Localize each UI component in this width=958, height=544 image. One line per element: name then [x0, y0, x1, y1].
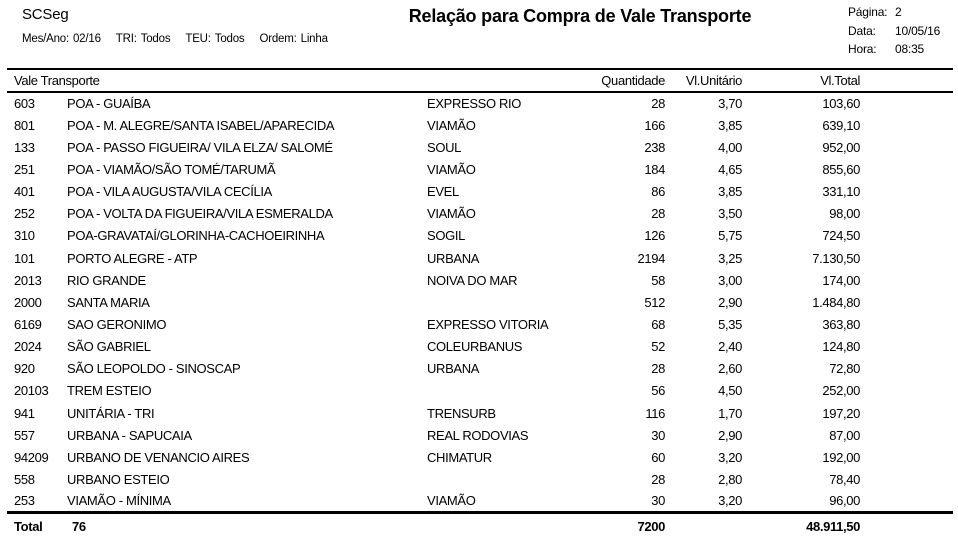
cell-company: VIAMÃO: [427, 493, 476, 509]
column-header-filler: [862, 69, 953, 92]
cell-quantity: 28: [651, 471, 666, 487]
cell-company: [422, 380, 575, 402]
column-header-vale-transporte: Vale Transporte: [7, 69, 575, 92]
cell-company: [422, 291, 575, 313]
cell-code: 133: [14, 139, 35, 155]
cell-total-value: 252,00: [822, 383, 861, 399]
cell-company: TRENSURB: [427, 405, 496, 421]
table-row: [7, 336, 953, 358]
total-row: [7, 513, 953, 539]
report-header: [0, 0, 958, 68]
table-row: [7, 358, 953, 380]
cell-description: POA-GRAVATAÍ/GLORINHA-CACHOEIRINHA: [67, 228, 325, 244]
cell-company: [422, 468, 575, 490]
total-quantity: 7200: [575, 513, 666, 539]
cell-total-value: 96,00: [829, 493, 861, 509]
table-row: [7, 136, 953, 158]
table-row: [7, 468, 953, 490]
cell-unit-value: 2,40: [718, 339, 743, 355]
cell-description: POA - VIAMÃO/SÃO TOMÉ/TARUMÃ: [67, 161, 276, 177]
cell-quantity: 30: [651, 427, 666, 443]
cell-code: 801: [14, 117, 35, 133]
cell-unit-value: 3,20: [718, 493, 743, 509]
cell-unit-value: 3,85: [718, 117, 743, 133]
cell-company: COLEURBANUS: [427, 339, 523, 355]
app-name: SCSeg: [22, 6, 69, 23]
cell-unit-value: 5,75: [718, 228, 743, 244]
cell-code: 251: [14, 161, 35, 177]
column-header-vl-total: Vl.Total: [745, 69, 862, 92]
page-number-row: [848, 5, 940, 24]
cell-description: POA - VILA AUGUSTA/VILA CECÍLIA: [67, 184, 272, 200]
cell-quantity: 2194: [637, 250, 666, 266]
cell-unit-value: 1,70: [718, 405, 743, 421]
cell-unit-value: 4,65: [718, 161, 743, 177]
cell-description: TREM ESTEIO: [67, 383, 152, 399]
cell-code: 310: [14, 228, 35, 244]
cell-total-value: 124,80: [822, 339, 861, 355]
cell-company: VIAMÃO: [427, 206, 476, 222]
cell-filler: [862, 380, 953, 402]
cell-company: NOIVA DO MAR: [427, 272, 518, 288]
cell-filler: [862, 247, 953, 269]
report-date-row: [848, 24, 940, 43]
cell-description: POA - M. ALEGRE/SANTA ISABEL/APARECIDA: [67, 117, 335, 133]
cell-quantity: 30: [651, 493, 666, 509]
cell-company: REAL RODOVIAS: [427, 427, 529, 443]
table-row: [7, 402, 953, 424]
cell-company: URBANA: [427, 250, 480, 266]
cell-total-value: 855,60: [822, 161, 861, 177]
filter-tri-label: TRI:: [115, 33, 137, 45]
cell-company: EXPRESSO RIO: [427, 96, 522, 112]
cell-code: 558: [14, 471, 35, 487]
cell-company: SOGIL: [427, 228, 465, 244]
cell-description: SAO GERONIMO: [67, 316, 167, 332]
cell-company: CHIMATUR: [427, 449, 492, 465]
cell-total-value: 331,10: [822, 184, 861, 200]
cell-description: PORTO ALEGRE - ATP: [67, 250, 198, 266]
cell-quantity: 58: [651, 272, 666, 288]
table-footer: [7, 513, 953, 539]
cell-code: 94209: [14, 449, 49, 465]
page-number-value: 2: [895, 5, 902, 19]
cell-unit-value: 4,50: [718, 383, 743, 399]
cell-filler: [862, 336, 953, 358]
filter-bar: [22, 33, 343, 45]
cell-total-value: 103,60: [822, 96, 861, 112]
cell-unit-value: 3,00: [718, 272, 743, 288]
cell-unit-value: 3,25: [718, 250, 743, 266]
cell-quantity: 512: [644, 294, 666, 310]
cell-filler: [862, 203, 953, 225]
cell-company: EVEL: [427, 184, 459, 200]
cell-total-value: 98,00: [829, 206, 861, 222]
cell-total-value: 78,40: [829, 471, 861, 487]
cell-filler: [862, 402, 953, 424]
cell-filler: [862, 92, 953, 114]
cell-total-value: 192,00: [822, 449, 861, 465]
cell-quantity: 28: [651, 206, 666, 222]
cell-filler: [862, 446, 953, 468]
cell-filler: [862, 491, 953, 513]
table-row: [7, 491, 953, 513]
table-row: [7, 446, 953, 468]
report-date-value: 10/05/16: [895, 23, 941, 38]
page-number-label: Página:: [848, 5, 888, 19]
cell-filler: [862, 269, 953, 291]
cell-unit-value: 5,35: [718, 316, 743, 332]
cell-code: 2013: [14, 272, 42, 288]
cell-filler: [862, 358, 953, 380]
cell-description: RIO GRANDE: [67, 272, 146, 288]
cell-description: POA - GUAÍBA: [67, 96, 151, 112]
cell-code: 20103: [14, 383, 49, 399]
cell-unit-value: 2,80: [718, 471, 743, 487]
filter-ordem-label: Ordem:: [259, 33, 297, 45]
total-filler-unit: [666, 513, 745, 539]
filter-ordem: [259, 33, 327, 45]
cell-total-value: 952,00: [822, 139, 861, 155]
report-time-value: 08:35: [895, 42, 925, 56]
cell-description: SÃO GABRIEL: [67, 339, 151, 355]
cell-total-value: 639,10: [822, 117, 861, 133]
cell-unit-value: 2,60: [718, 361, 743, 377]
filter-teu: [185, 33, 244, 45]
cell-total-value: 87,00: [829, 427, 861, 443]
cell-description: SÃO LEOPOLDO - SINOSCAP: [67, 361, 241, 377]
cell-total-value: 7.130,50: [812, 250, 861, 266]
table-row: [7, 158, 953, 180]
cell-quantity: 56: [651, 383, 666, 399]
header-row: [7, 69, 953, 92]
column-header-quantidade: Quantidade: [575, 69, 666, 92]
cell-unit-value: 2,90: [718, 427, 743, 443]
table-row: [7, 181, 953, 203]
cell-code: 603: [14, 96, 35, 112]
cell-description: URBANO ESTEIO: [67, 471, 170, 487]
cell-quantity: 28: [651, 361, 666, 377]
cell-unit-value: 3,50: [718, 206, 743, 222]
table-row: [7, 313, 953, 335]
cell-quantity: 184: [644, 161, 666, 177]
table-row: [7, 247, 953, 269]
cell-total-value: 1.484,80: [812, 294, 861, 310]
cell-total-value: 174,00: [822, 272, 861, 288]
cell-company: URBANA: [427, 361, 480, 377]
cell-quantity: 126: [644, 228, 666, 244]
report-date-label: Data:: [848, 23, 876, 38]
cell-description: UNITÁRIA - TRI: [67, 405, 155, 421]
total-filler-company: [422, 513, 575, 539]
cell-filler: [862, 181, 953, 203]
cell-description: URBANA - SAPUCAIA: [67, 427, 192, 443]
cell-quantity: 166: [644, 117, 666, 133]
cell-code: 252: [14, 206, 35, 222]
cell-quantity: 116: [645, 405, 666, 421]
table-row: [7, 92, 953, 114]
cell-quantity: 68: [651, 316, 666, 332]
cell-quantity: 52: [651, 339, 666, 355]
cell-code: 941: [14, 405, 35, 421]
cell-description: POA - VOLTA DA FIGUEIRA/VILA ESMERALDA: [67, 206, 333, 222]
report-time-label: Hora:: [848, 42, 877, 56]
filter-mes-ano: [22, 33, 101, 45]
cell-code: 253: [14, 493, 35, 509]
cell-filler: [862, 158, 953, 180]
filter-mes-ano-value: 02/16: [72, 33, 101, 45]
page-title: Relação para Compra de Vale Transporte: [408, 6, 752, 26]
table-row: [7, 203, 953, 225]
cell-filler: [862, 468, 953, 490]
filter-mes-ano-label: Mes/Ano:: [22, 33, 69, 45]
cell-code: 401: [14, 184, 35, 200]
filter-ordem-value: Linha: [300, 33, 328, 45]
total-label: Total: [7, 513, 64, 539]
total-value: 48.911,50: [745, 513, 862, 539]
cell-total-value: 72,80: [829, 361, 861, 377]
cell-unit-value: 2,90: [718, 294, 743, 310]
table-row: [7, 424, 953, 446]
cell-description: URBANO DE VENANCIO AIRES: [67, 449, 250, 465]
cell-code: 2000: [14, 294, 42, 310]
cell-description: SANTA MARIA: [67, 294, 150, 310]
cell-unit-value: 3,70: [718, 96, 743, 112]
cell-code: 2024: [14, 339, 42, 355]
table-row: [7, 114, 953, 136]
table-header: [7, 69, 953, 92]
cell-quantity: 28: [651, 96, 666, 112]
filter-tri-value: Todos: [140, 33, 171, 45]
cell-company: VIAMÃO: [427, 161, 476, 177]
cell-quantity: 238: [644, 139, 666, 155]
table-row: [7, 269, 953, 291]
cell-total-value: 363,80: [822, 316, 861, 332]
cell-company: EXPRESSO VITORIA: [427, 316, 549, 332]
cell-unit-value: 4,00: [718, 139, 743, 155]
total-filler-end: [862, 513, 953, 539]
filter-teu-value: Todos: [214, 33, 245, 45]
cell-total-value: 197,20: [822, 405, 861, 421]
cell-description: VIAMÃO - MÍNIMA: [67, 493, 171, 509]
page-meta: [848, 5, 940, 61]
column-header-vl-unitario: Vl.Unitário: [666, 69, 745, 92]
table-body: [7, 92, 953, 513]
cell-quantity: 86: [651, 184, 666, 200]
report-time-row: [848, 42, 940, 61]
table-row: [7, 291, 953, 313]
filter-teu-label: TEU:: [185, 33, 211, 45]
total-line-count: 76: [64, 513, 422, 539]
cell-filler: [862, 225, 953, 247]
cell-company: VIAMÃO: [427, 117, 476, 133]
vale-transporte-table: [7, 68, 953, 539]
cell-filler: [862, 313, 953, 335]
filter-tri: [116, 33, 171, 45]
cell-unit-value: 3,20: [718, 449, 743, 465]
cell-total-value: 724,50: [822, 228, 861, 244]
cell-filler: [862, 424, 953, 446]
cell-filler: [862, 136, 953, 158]
table-row: [7, 380, 953, 402]
cell-code: 920: [14, 361, 35, 377]
cell-description: POA - PASSO FIGUEIRA/ VILA ELZA/ SALOMÉ: [67, 139, 333, 155]
cell-company: SOUL: [427, 139, 462, 155]
table-row: [7, 225, 953, 247]
cell-filler: [862, 291, 953, 313]
cell-quantity: 60: [651, 449, 666, 465]
cell-code: 6169: [14, 316, 42, 332]
cell-filler: [862, 114, 953, 136]
cell-code: 557: [14, 427, 35, 443]
cell-unit-value: 3,85: [718, 184, 743, 200]
cell-code: 101: [14, 250, 35, 266]
